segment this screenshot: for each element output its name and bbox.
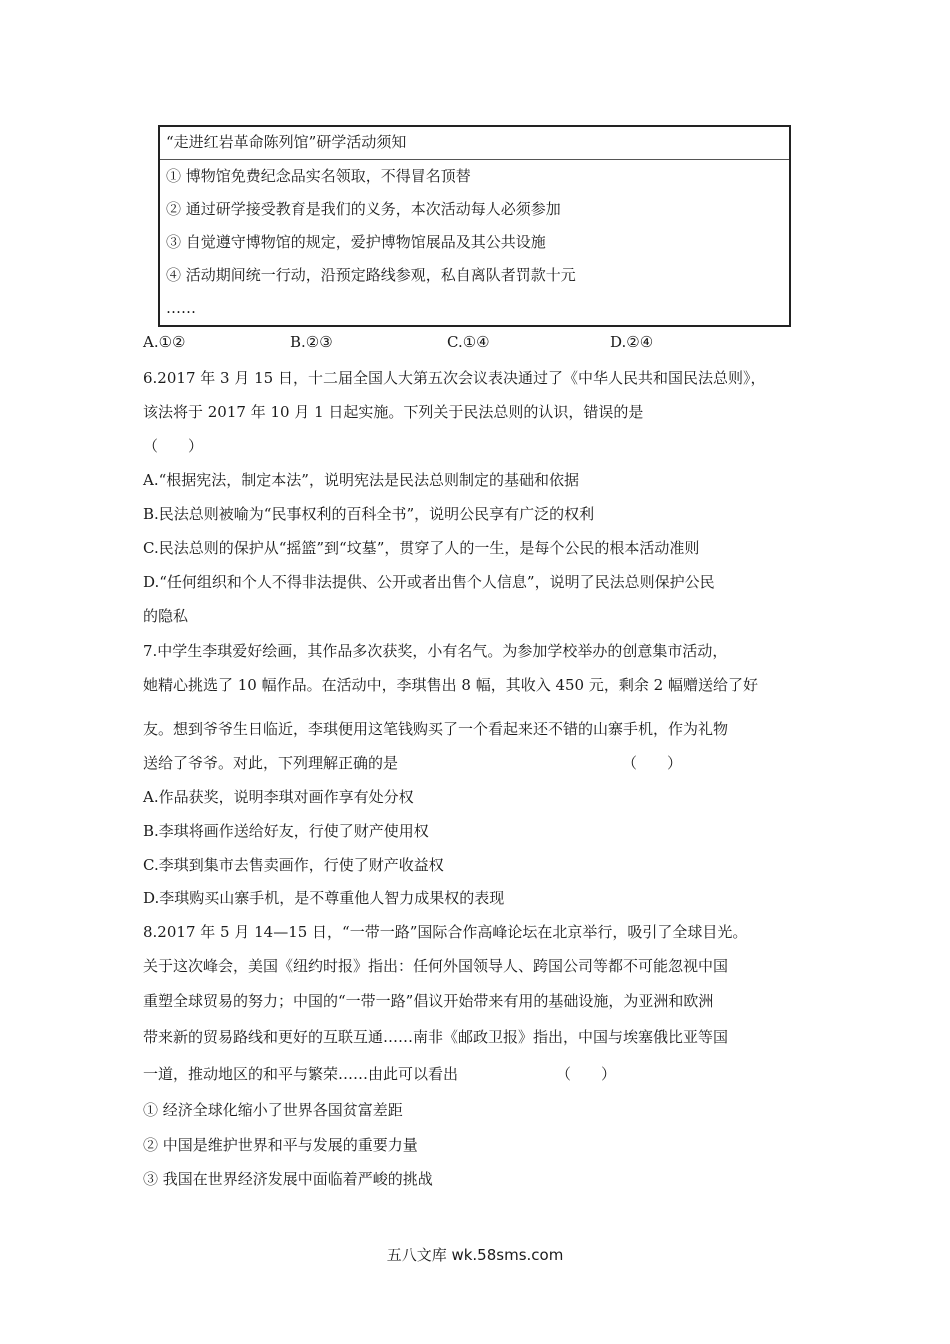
notice-item: ④ 活动期间统一行动，沿预定路线参观，私自离队者罚款十元 (166, 266, 576, 284)
q6-option-a: A.“根据宪法，制定本法”，说明宪法是民法总则制定的基础和依据 (143, 471, 579, 489)
notice-box (158, 125, 791, 327)
page-footer: 五八文库 wk.58sms.com (386, 1246, 564, 1264)
q6-option-b: B.民法总则被喻为“民事权利的百科全书”，说明公民享有广泛的权利 (143, 505, 595, 523)
q8-stem-line: 8.2017 年 5 月 14—15 日，“一带一路”国际合作高峰论坛在北京举行，吸引了全球目光。 (143, 923, 748, 941)
q5-option-b: B.②③ (290, 333, 333, 351)
notice-item: ③ 自觉遵守博物馆的规定，爱护博物馆展品及其公共设施 (166, 233, 546, 251)
q7-answer-blank: （ ） (622, 754, 683, 772)
q8-statement-2: ② 中国是维护世界和平与发展的重要力量 (143, 1136, 418, 1154)
q7-stem-line: 她精心挑选了 10 幅作品。在活动中，李琪售出 8 幅，其收入 450 元，剩余 2 幅赠送给了好 (143, 676, 758, 694)
q6-option-d-cont: 的隐私 (143, 607, 189, 625)
q6-option-c: C.民法总则的保护从“摇篮”到“坟墓”，贯穿了人的一生，是每个公民的根本活动准则 (143, 539, 700, 557)
q7-stem-line: 友。想到爷爷生日临近，李琪便用这笔钱购买了一个看起来还不错的山寨手机，作为礼物 (143, 720, 729, 738)
q8-answer-blank: （ ） (556, 1065, 617, 1083)
q5-option-d: D.②④ (610, 333, 654, 351)
q8-stem-line: 重塑全球贸易的努力；中国的“一带一路”倡议开始带来有用的基础设施，为亚洲和欧洲 (143, 992, 714, 1010)
q6-stem-line: 该法将于 2017 年 10 月 1 日起实施。下列关于民法总则的认识，错误的是 (143, 403, 644, 421)
notice-item: …… (166, 299, 196, 317)
q8-stem-line: 一道，推动地区的和平与繁荣……由此可以看出 (143, 1065, 459, 1083)
q6-option-d: D.“任何组织和个人不得非法提供、公开或者出售个人信息”，说明了民法总则保护公民 (143, 573, 715, 591)
notice-item: ① 博物馆免费纪念品实名领取，不得冒名顶替 (166, 167, 471, 185)
q6-stem-line: 6.2017 年 3 月 15 日，十二届全国人大第五次会议表决通过了《中华人民共和国民法总则》， (143, 369, 766, 387)
q7-option-a: A.作品获奖，说明李琪对画作享有处分权 (143, 788, 414, 806)
q5-option-c: C.①④ (447, 333, 490, 351)
q8-stem-line: 关于这次峰会，美国《纽约时报》指出：任何外国领导人、跨国公司等都不可能忽视中国 (143, 957, 729, 975)
q8-statement-1: ① 经济全球化缩小了世界各国贫富差距 (143, 1101, 403, 1119)
q8-statement-3: ③ 我国在世界经济发展中面临着严峻的挑战 (143, 1170, 433, 1188)
q7-stem-line: 7.中学生李琪爱好绘画，其作品多次获奖，小有名气。为参加学校举办的创意集市活动， (143, 642, 728, 660)
notice-title: “走进红岩革命陈列馆”研学活动须知 (160, 127, 789, 160)
q7-stem-line: 送给了爷爷。对此，下列理解正确的是 (143, 754, 399, 772)
q6-answer-blank: （ ） (143, 437, 204, 455)
q7-option-d: D.李琪购买山寨手机，是不尊重他人智力成果权的表现 (143, 889, 505, 907)
q7-option-c: C.李琪到集市去售卖画作，行使了财产收益权 (143, 856, 444, 874)
q5-option-a: A.①② (143, 333, 186, 351)
q8-stem-line: 带来新的贸易路线和更好的互联互通……南非《邮政卫报》指出，中国与埃塞俄比亚等国 (143, 1028, 729, 1046)
q7-option-b: B.李琪将画作送给好友，行使了财产使用权 (143, 822, 429, 840)
notice-item: ② 通过研学接受教育是我们的义务，本次活动每人必须参加 (166, 200, 561, 218)
